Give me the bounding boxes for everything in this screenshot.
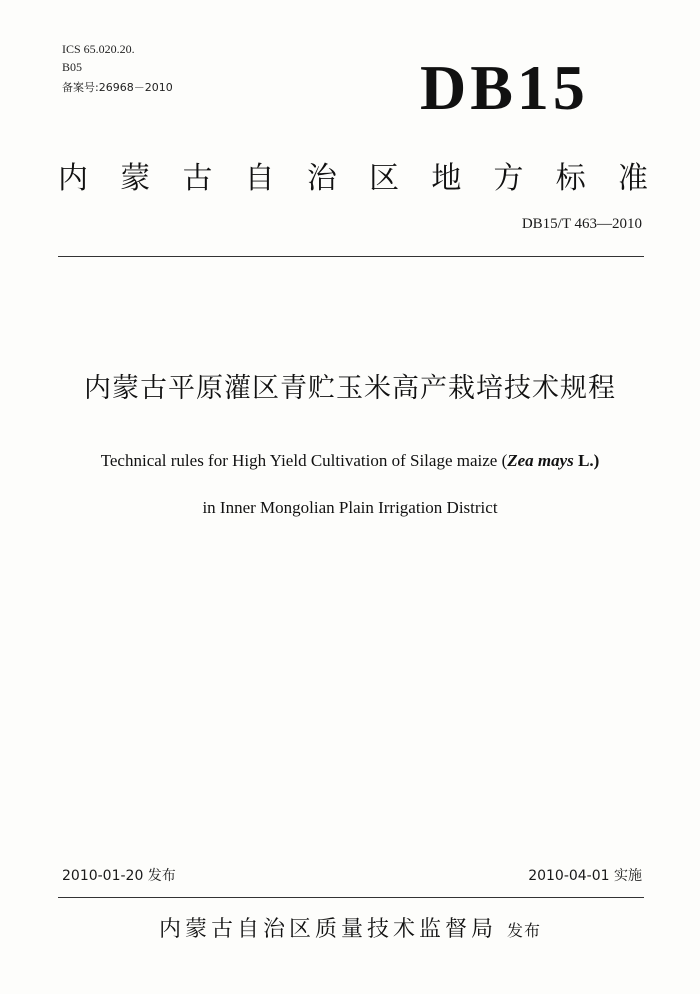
effective-date: 2010-04-01 实施 [528, 868, 642, 884]
title-english-part: Technical rules for High Yield Cultivation of Silage maize ( [100, 451, 508, 470]
species-name: Zea mays [507, 451, 574, 470]
header-divider [58, 256, 644, 257]
category-char: 蒙 [120, 161, 151, 196]
category-char: 自 [244, 161, 275, 196]
issuer [0, 912, 700, 943]
title-english-line1 [0, 451, 700, 471]
category-char: 标 [555, 161, 586, 196]
db15-logo: DB15 [420, 52, 589, 123]
standard-category [58, 153, 648, 197]
footer-divider [58, 897, 644, 898]
standard-number: DB15/T 463—2010 [521, 216, 642, 232]
category-char: 区 [369, 161, 400, 196]
category-char: 方 [493, 161, 524, 196]
filing-number: 备案号:26968－2010 [62, 81, 173, 94]
category-char: 地 [431, 161, 462, 196]
category-char: 准 [617, 161, 648, 196]
title-chinese: 内蒙古平原灌区青贮玉米高产栽培技术规程 [84, 373, 616, 404]
issuer-action: 发布 [507, 921, 542, 940]
classification-code: B05 [62, 60, 83, 74]
category-char: 古 [182, 161, 213, 196]
ics-code: ICS 65.020.20. [62, 42, 135, 56]
issue-date: 2010-01-20 发布 [62, 868, 176, 884]
title-english-part: L.) [573, 451, 600, 470]
title-english-line2: in Inner Mongolian Plain Irrigation District [202, 498, 498, 517]
category-char: 治 [306, 161, 337, 196]
category-char: 内 [58, 161, 88, 196]
issuer-name: 内蒙古自治区质量技术监督局 [158, 917, 497, 942]
